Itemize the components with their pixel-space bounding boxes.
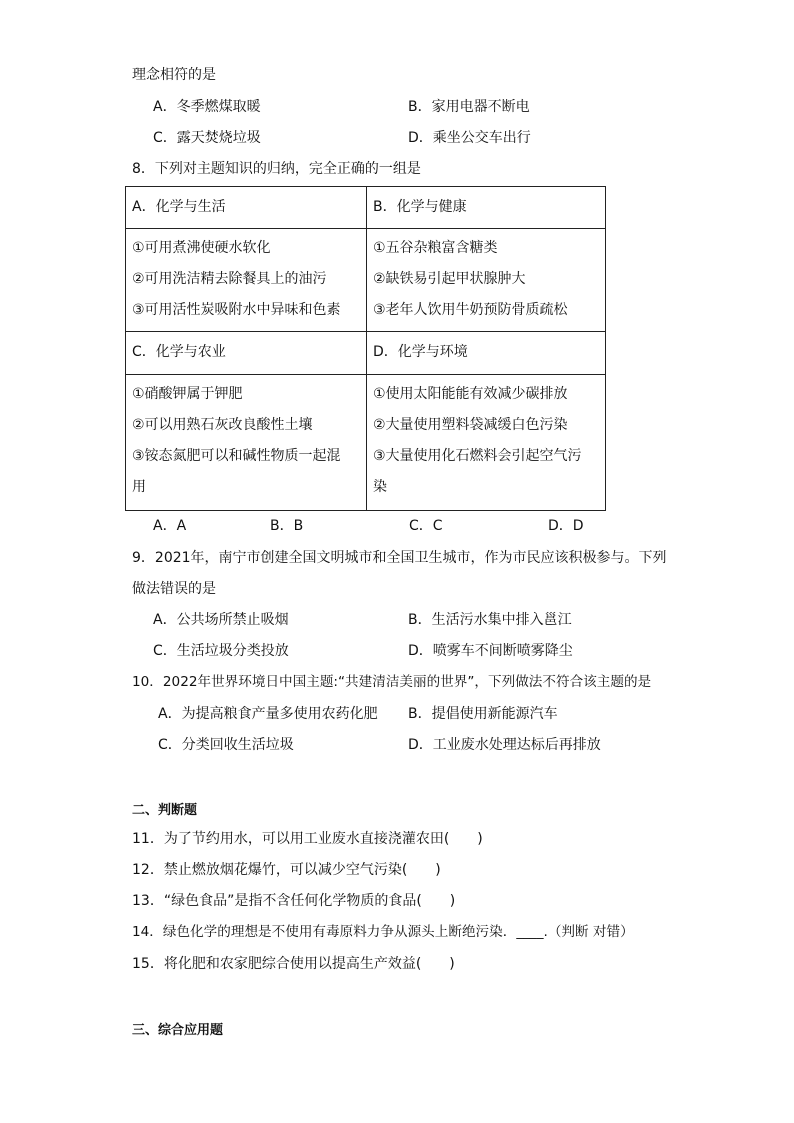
cell-b-items [367,229,606,332]
q8-knowledge-table [125,186,606,511]
list-item: ③铵态氮肥可以和碱性物质一起混 [132,447,341,464]
list-item: ③可用活性炭吸附水中异味和色素 [132,302,341,319]
judge-item-12: 12．禁止燃放烟花爆竹，可以减少空气污染( ) [132,862,441,878]
list-item: ①可用煮沸使硬水软化 [132,240,271,257]
judge-item-11: 11．为了节约用水，可以用工业废水直接浇灌农田( ) [132,831,483,847]
q10-option-c[interactable]: C．分类回收生活垃圾 [158,737,294,753]
list-item: ②缺铁易引起甲状腺肿大 [373,271,526,288]
list-item: ③大量使用化石燃料会引起空气污 [373,447,582,464]
cell-a-title: A．化学与生活 [126,187,367,229]
q10-option-a[interactable]: A．为提高粮食产量多使用农药化肥 [158,706,378,722]
list-item: ③老年人饮用牛奶预防骨质疏松 [373,302,568,319]
table-row [126,229,606,332]
list-item: ②大量使用塑料袋减缓白色污染 [373,416,568,433]
cell-b-title: B．化学与健康 [367,187,606,229]
judge-item-13: 13．“绿色食品”是指不含任何化学物质的食品( ) [132,893,456,909]
q7-option-a[interactable]: A．冬季燃煤取暖 [153,99,261,115]
q9-stem-line1: 9．2021年，南宁市创建全国文明城市和全国卫生城市，作为市民应该积极参与。下列 [132,550,667,566]
cell-a-items [126,229,367,332]
q8-option-b[interactable]: B．B [270,518,304,534]
q9-option-c[interactable]: C．生活垃圾分类投放 [153,643,289,659]
list-item: ②可用洗洁精去除餐具上的油污 [132,271,327,288]
q8-option-d[interactable]: D．D [548,518,584,534]
q9-option-d[interactable]: D．喷雾车不间断喷雾降尘 [408,643,573,659]
table-row [126,187,606,229]
q7-stem-tail: 理念相符的是 [132,67,216,83]
table-row [126,332,606,374]
list-item: 用 [132,478,146,495]
table-row [126,374,606,510]
cell-c-title: C．化学与农业 [126,332,367,374]
section-3-title: 三、综合应用题 [132,1023,224,1038]
list-item: 染 [373,478,387,495]
q8-option-a[interactable]: A．A [153,518,187,534]
list-item: ①使用太阳能能有效减少碳排放 [373,385,568,402]
cell-c-items [126,374,367,510]
q7-option-c[interactable]: C．露天焚烧垃圾 [153,130,261,146]
list-item: ②可以用熟石灰改良酸性土壤 [132,416,313,433]
list-item: ①五谷杂粮富含糖类 [373,240,498,257]
list-item: ①硝酸钾属于钾肥 [132,385,243,402]
section-2-title: 二、判断题 [132,803,198,818]
q9-option-b[interactable]: B．生活污水集中排入邕江 [408,612,572,628]
q10-option-d[interactable]: D．工业废水处理达标后再排放 [408,737,601,753]
q7-option-d[interactable]: D．乘坐公交车出行 [408,130,531,146]
judge-item-14: 14．绿色化学的理想是不使用有毒原料力争从源头上断绝污染．____.（判断 对错） [132,924,634,940]
q9-stem-line2: 做法错误的是 [132,581,216,597]
judge-item-15: 15．将化肥和农家肥综合使用以提高生产效益( ) [132,956,455,972]
q9-option-a[interactable]: A．公共场所禁止吸烟 [153,612,289,628]
q7-option-b[interactable]: B．家用电器不断电 [408,99,530,115]
q8-stem: 8．下列对主题知识的归纳，完全正确的一组是 [132,161,421,177]
q10-option-b[interactable]: B．提倡使用新能源汽车 [408,706,558,722]
q10-stem: 10．2022年世界环境日中国主题:“共建清洁美丽的世界”，下列做法不符合该主题的是 [132,674,652,690]
cell-d-items [367,374,606,510]
cell-d-title: D．化学与环境 [367,332,606,374]
q8-option-c[interactable]: C．C [409,518,443,534]
